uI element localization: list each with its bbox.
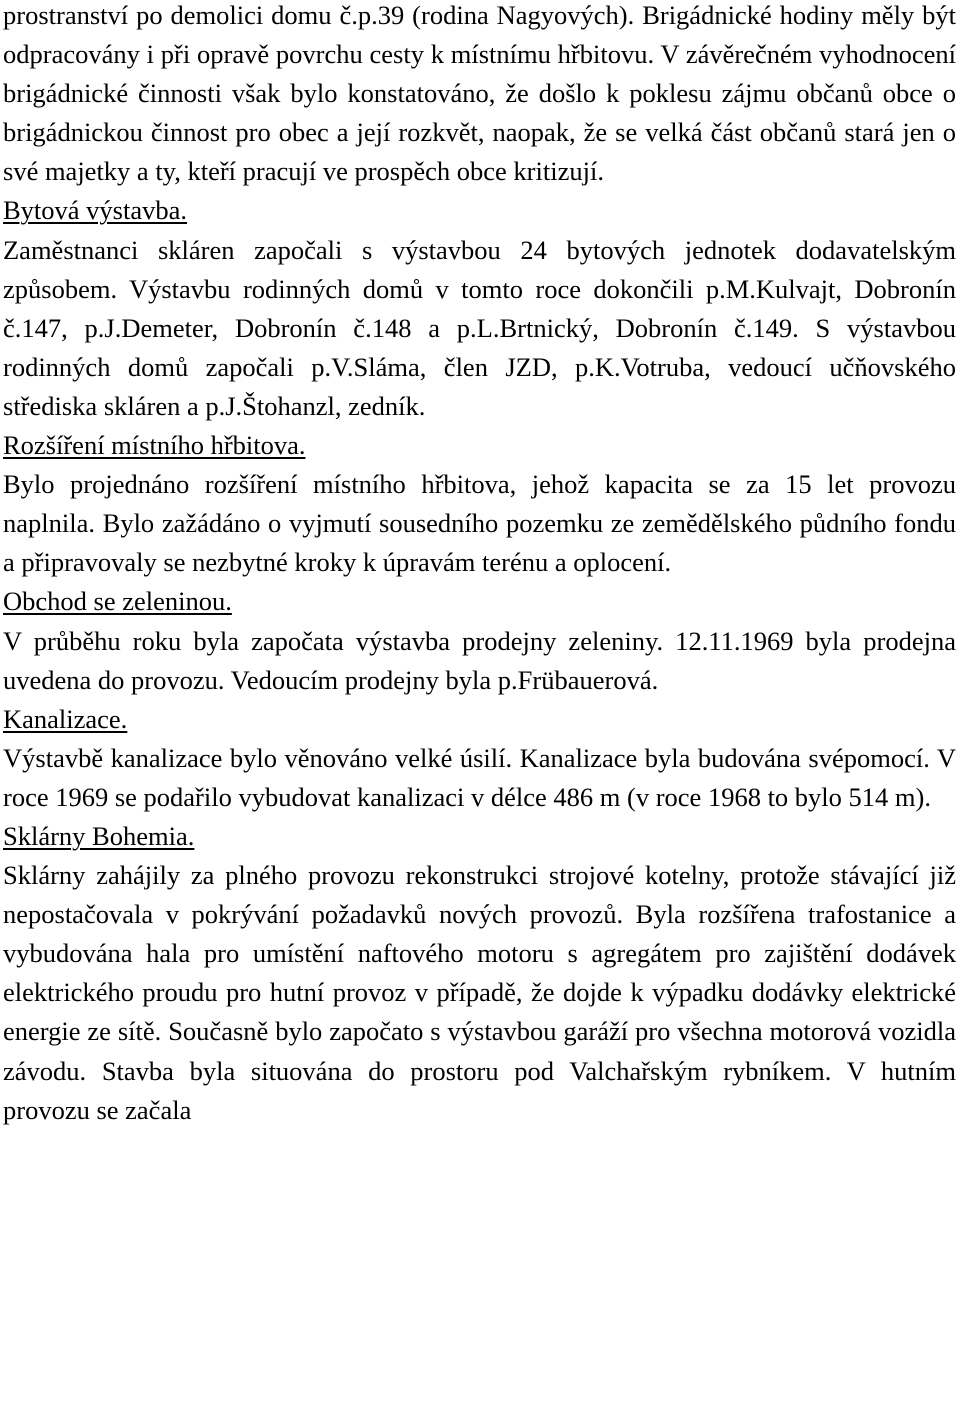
paragraph-demolition: prostranství po demolici domu č.p.39 (rodina Nagyových). Brigádnické hodiny měly být odpracovány i při opravě povrchu cesty k místnímu hřbitovu. V závěrečném vyhodnocení brigádnické činnosti však bylo konstatováno, že došlo k poklesu zájmu občanů obce o brigádnickou činnost pro obec a její rozkvět, naopak, že se velká část občanů stará jen o své majetky a ty, kteří pracují ve prospěch obce kritizují. [3, 0, 956, 187]
paragraph-sewerage: Výstavbě kanalizace bylo věnováno velké úsilí. Kanalizace byla budována svépomocí. V roce 1969 se podařilo vybudovat kanalizaci v délce 486 m (v roce 1968 to bylo 514 m). [3, 742, 956, 812]
paragraph-cemetery: Bylo projednáno rozšíření místního hřbitova, jehož kapacita se za 15 let provozu naplnila. Bylo zažádáno o vyjmutí sousedního pozemku ze zemědělského půdního fondu a připravovaly se nezbytné kroky k úpravám terénu a oplocení. [3, 469, 956, 578]
paragraph-housing: Zaměstnanci skláren započali s výstavbou 24 bytových jednotek dodavatelským způsobem. Výstavbu rodinných domů v tomto roce dokončili p.M.Kulvajt, Dobronín č.147, p.J.Demeter, Dobronín č.148 a p.L.Brtnický, Dobronín č.149. S výstavbou rodinných domů započali p.V.Sláma, člen JZD, p.K.Votruba, vedoucí učňovského střediska skláren a p.J.Štohanzl, zedník. [3, 234, 956, 421]
heading-vegetable-shop: Obchod se zeleninou. [3, 586, 232, 617]
document-page [3, 0, 956, 1130]
heading-housing: Bytová výstavba. [3, 195, 187, 226]
paragraph-vegetable-shop: V průběhu roku byla započata výstavba prodejny zeleniny. 12.11.1969 byla prodejna uvedena do provozu. Vedoucím prodejny byla p.Frübauerová. [3, 625, 956, 695]
heading-cemetery: Rozšíření místního hřbitova. [3, 430, 306, 461]
heading-sewerage: Kanalizace. [3, 703, 128, 734]
paragraph-glassworks: Sklárny zahájily za plného provozu rekonstrukci strojové kotelny, protože stávající již nepostačovala v pokrývání požadavků nových provozů. Byla rozšířena trafostanice a vybudována hala pro umístění naftového motoru s agregátem pro zajištění dodávek elektrického proudu pro hutní provoz v případě, že dojde k výpadku dodávky elektrické energie ze sítě. Současně bylo započato s výstavbou garáží pro všechna motorová vozidla závodu. Stavba byla situována do prostoru pod Valchařským rybníkem. V hutním provozu se začala [3, 860, 956, 1125]
heading-glassworks: Sklárny Bohemia. [3, 820, 195, 851]
